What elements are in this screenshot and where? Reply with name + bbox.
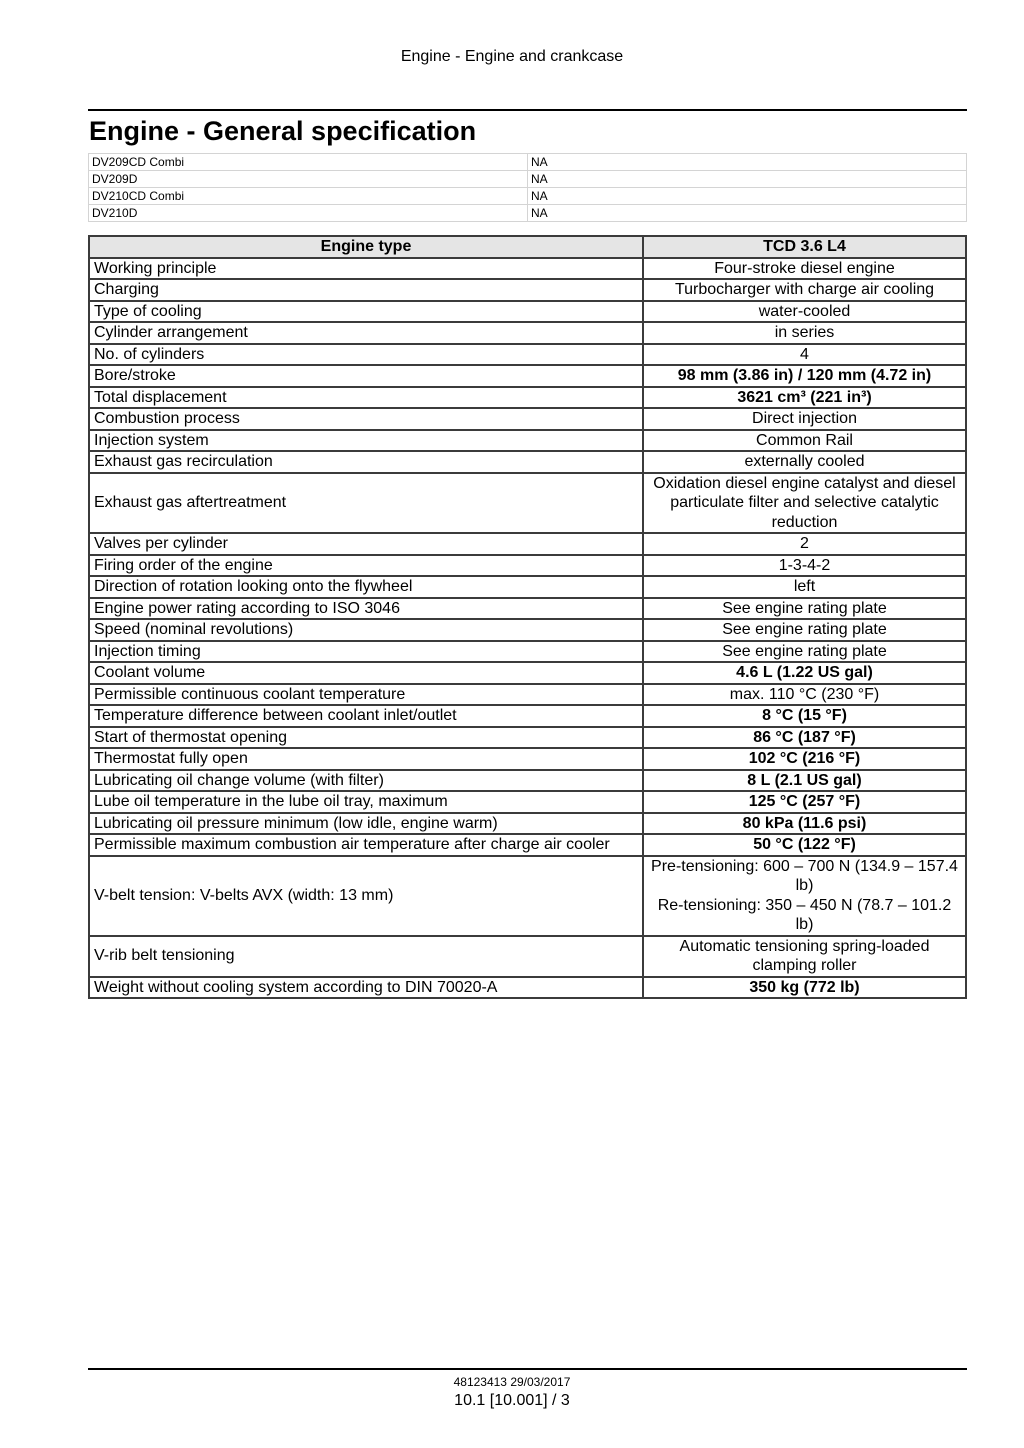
spec-value: 80 kPa (11.6 psi): [643, 813, 966, 835]
spec-value: Oxidation diesel engine catalyst and diesel particulate filter and selective catalytic reduction: [643, 473, 966, 534]
spec-value: 102 °C (216 °F): [643, 748, 966, 770]
spec-value: externally cooled: [643, 451, 966, 473]
spec-value: max. 110 °C (230 °F): [643, 684, 966, 706]
spec-label: Lube oil temperature in the lube oil tray, maximum: [89, 791, 643, 813]
spec-value: in series: [643, 322, 966, 344]
column-header-engine-model: TCD 3.6 L4: [643, 236, 966, 258]
table-row: [89, 705, 966, 727]
pre-tensioning-value: Pre-tensioning: 600 – 700 N (134.9 – 157.4 lb): [651, 857, 958, 894]
spec-label: Charging: [89, 279, 643, 301]
column-header-engine-type: Engine type: [89, 236, 643, 258]
model-cell: DV209CD Combi: [89, 154, 528, 171]
document-code: 48123413 29/03/2017: [453, 1375, 571, 1389]
applicability-value: NA: [528, 188, 967, 205]
table-row: [89, 258, 966, 280]
spec-value: Common Rail: [643, 430, 966, 452]
spec-label: Bore/stroke: [89, 365, 643, 387]
spec-value: 86 °C (187 °F): [643, 727, 966, 749]
spec-value: Direct injection: [643, 408, 966, 430]
table-row: [89, 770, 966, 792]
table-row: [89, 856, 966, 936]
model-cell: DV210D: [89, 205, 528, 222]
table-row: [89, 344, 966, 366]
table-row: [89, 748, 966, 770]
spec-label: Permissible maximum combustion air temperature after charge air cooler: [89, 834, 643, 856]
table-row: [89, 813, 966, 835]
spec-value: 350 kg (772 lb): [643, 977, 966, 999]
spec-value: 8 °C (15 °F): [643, 705, 966, 727]
spec-value: See engine rating plate: [643, 619, 966, 641]
model-cell: DV210CD Combi: [89, 188, 528, 205]
table-row: [89, 727, 966, 749]
table-row: [89, 430, 966, 452]
spec-table-header: [89, 236, 966, 258]
spec-value: Four-stroke diesel engine: [643, 258, 966, 280]
table-row: [89, 188, 967, 205]
table-row: [89, 555, 966, 577]
spec-label: Lubricating oil pressure minimum (low idle, engine warm): [89, 813, 643, 835]
spec-value: 98 mm (3.86 in) / 120 mm (4.72 in): [643, 365, 966, 387]
table-row: [89, 365, 966, 387]
spec-label: Lubricating oil change volume (with filter): [89, 770, 643, 792]
spec-label: Weight without cooling system according to DIN 70020-A: [89, 977, 643, 999]
spec-label: Cylinder arrangement: [89, 322, 643, 344]
spec-label: Injection system: [89, 430, 643, 452]
running-header: Engine - Engine and crankcase: [400, 48, 624, 65]
table-row: [89, 205, 967, 222]
spec-label: Coolant volume: [89, 662, 643, 684]
applicability-value: NA: [528, 171, 967, 188]
spec-value: Turbocharger with charge air cooling: [643, 279, 966, 301]
table-row: [89, 576, 966, 598]
table-row: [89, 322, 966, 344]
spec-label: Valves per cylinder: [89, 533, 643, 555]
table-row: [89, 408, 966, 430]
table-row: [89, 279, 966, 301]
spec-value: 1-3-4-2: [643, 555, 966, 577]
spec-label: Exhaust gas aftertreatment: [89, 473, 643, 534]
spec-label: Injection timing: [89, 641, 643, 663]
spec-value: 4: [643, 344, 966, 366]
spec-label: Exhaust gas recirculation: [89, 451, 643, 473]
table-row: [89, 641, 966, 663]
spec-label: Working principle: [89, 258, 643, 280]
spec-label: Combustion process: [89, 408, 643, 430]
spec-label: V-rib belt tensioning: [89, 936, 643, 977]
spec-label: No. of cylinders: [89, 344, 643, 366]
spec-value: water-cooled: [643, 301, 966, 323]
applicability-value: NA: [528, 205, 967, 222]
spec-label: Engine power rating according to ISO 3046: [89, 598, 643, 620]
page-number: 10.1 [10.001] / 3: [454, 1392, 570, 1409]
spec-label: Type of cooling: [89, 301, 643, 323]
table-row: [89, 834, 966, 856]
applicability-table: [88, 153, 967, 222]
header-rule: [88, 109, 967, 111]
spec-label: Direction of rotation looking onto the flywheel: [89, 576, 643, 598]
spec-value: See engine rating plate: [643, 598, 966, 620]
page-title: Engine - General specification: [89, 116, 477, 146]
re-tensioning-value: Re-tensioning: 350 – 450 N (78.7 – 101.2 lb): [657, 896, 952, 933]
table-row: [89, 662, 966, 684]
spec-value: left: [643, 576, 966, 598]
spec-value: [643, 856, 966, 936]
spec-value: 125 °C (257 °F): [643, 791, 966, 813]
spec-label: V-belt tension: V-belts AVX (width: 13 mm): [89, 856, 643, 936]
spec-label: Total displacement: [89, 387, 643, 409]
table-row: [89, 387, 966, 409]
spec-value: 50 °C (122 °F): [643, 834, 966, 856]
spec-table: [88, 235, 967, 999]
spec-label: Temperature difference between coolant inlet/outlet: [89, 705, 643, 727]
table-row: [89, 684, 966, 706]
table-row: [89, 301, 966, 323]
table-row: [89, 598, 966, 620]
table-row: [89, 451, 966, 473]
model-cell: DV209D: [89, 171, 528, 188]
table-row: [89, 533, 966, 555]
table-row: [89, 473, 966, 534]
table-row: [89, 936, 966, 977]
table-row: [89, 791, 966, 813]
spec-label: Firing order of the engine: [89, 555, 643, 577]
spec-label: Permissible continuous coolant temperature: [89, 684, 643, 706]
table-row: [89, 619, 966, 641]
spec-label: Speed (nominal revolutions): [89, 619, 643, 641]
spec-value: Automatic tensioning spring-loaded clamping roller: [643, 936, 966, 977]
table-row: [89, 154, 967, 171]
spec-value: See engine rating plate: [643, 641, 966, 663]
spec-label: Thermostat fully open: [89, 748, 643, 770]
table-row: [89, 171, 967, 188]
spec-value: 8 L (2.1 US gal): [643, 770, 966, 792]
footer-rule: [88, 1368, 967, 1370]
spec-value: 3621 cm³ (221 in³): [643, 387, 966, 409]
spec-label: Start of thermostat opening: [89, 727, 643, 749]
table-row: [89, 977, 966, 999]
spec-value: 2: [643, 533, 966, 555]
spec-value: 4.6 L (1.22 US gal): [643, 662, 966, 684]
applicability-value: NA: [528, 154, 967, 171]
page-footer: [0, 1375, 1024, 1411]
